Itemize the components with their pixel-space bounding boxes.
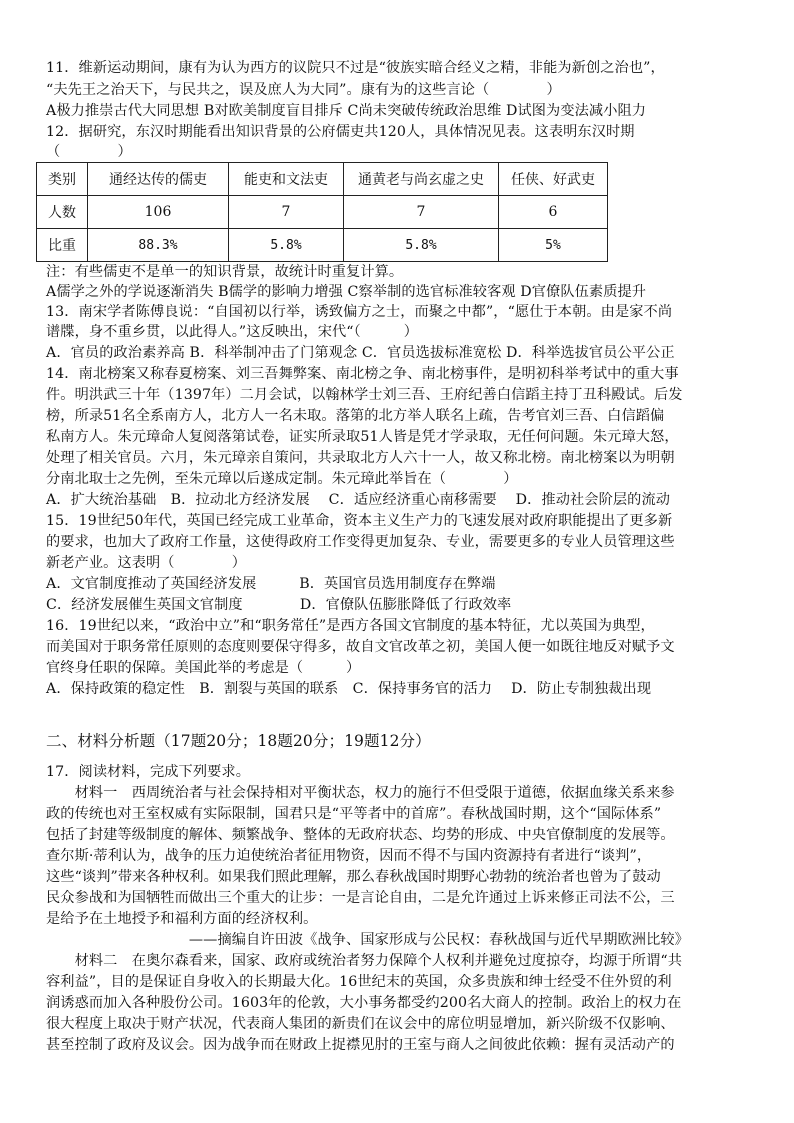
q14-stem-line-3: 榜，所录51名全系南方人，北方人一名未取。落第的北方举人联名上疏，告考官刘三吾、白信蹈偏 [46, 408, 665, 424]
material-2-line-4: 很大程度上取决于财产状况，代表商人集团的新贵们在议会中的席位明显增加，新兴阶级不仅影响、 [46, 1016, 675, 1032]
q12-table [36, 162, 608, 262]
table-cell: 5.8% [229, 229, 344, 262]
q15-stem-line-3: 新老产业。这表明（ ） [46, 555, 247, 571]
q15-stem-line-2: 的要求，也加大了政府工作量，这使得政府工作变得更加复杂、专业，需要更多的专业人员管理这些 [46, 534, 675, 550]
q15-options-ab: A．文官制度推动了英国经济发展 B．英国官员选用制度存在弊端 [46, 576, 496, 592]
q17-instruction: 17．阅读材料，完成下列要求。 [46, 764, 250, 780]
q14-stem-line-6: 分南北取士之先例，至朱元璋以后遂成定制。朱元璋此举旨在（ ） [46, 471, 518, 487]
q13-stem-line-2: 谱牒，身不重乡贯，以此得人。”这反映出，宋代“（ ） [46, 324, 418, 340]
table-cell: 5.8% [344, 229, 499, 262]
material-2-line-1: 材料二 在奥尔森看来，国家、政府或统治者努力保障个人权利并避免过度掠夺，均源于所谓“共 [46, 953, 683, 969]
material-2-line-3: 润诱惑而加入各种股份公司。1603年的伦敦，大小事务都受约200名大商人的控制。政治上的权力在 [46, 995, 682, 1011]
table-cell: 类别 [37, 163, 88, 196]
q11-stem-line-2: “夫先王之治天下，与民共之，误及庶人为大同”。康有为的这些言论（ ） [46, 82, 561, 98]
table-cell: 5% [499, 229, 608, 262]
table-cell: 7 [229, 196, 344, 229]
table-cell: 比重 [37, 229, 88, 262]
q12-stem-line-1: 12．据研究，东汉时期能看出知识背景的公府儒吏共120人，具体情况见表。这表明东汉时期 [46, 124, 635, 140]
q14-stem-line-4: 私南方人。朱元璋命人复阅落第试卷，证实所录取51人皆是凭才学录取，无任何问题。朱元璋大怒， [46, 429, 679, 445]
q11-stem-line-1: 11．维新运动期间，康有为认为西方的议院只不过是“彼族实暗合经义之精，非能为新创之治也”， [46, 60, 665, 76]
material-1-line-1: 材料一 西周统治者与社会保持相对平衡状态，权力的施行不但受限于道德，依据血缘关系来参 [46, 785, 675, 801]
q15-options-cd: C．经济发展催生英国文官制度 D．官僚队伍膨胀降低了行政效率 [46, 597, 512, 613]
q16-stem-line-1: 16．19世纪以来，“政治中立”和“职务常任”是西方各国文官制度的基本特征，尤以英国为典型， [46, 618, 655, 634]
material-1-line-7: 是给予在土地授予和福利方面的经济权利。 [46, 911, 318, 927]
material-2-line-2: 容利益”，目的是保证自身收入的长期最大化。16世纪末的英国，众多贵族和绅士经受不住外贸的利 [46, 974, 672, 990]
q14-stem-line-5: 处理了相关官员。六月，朱元璋亲自策问，共录取北方人六十一人，故又称北榜。南北榜案以为明朝 [46, 450, 675, 466]
q16-stem-line-2: 而美国对于职务常任原则的态度则要保守得多，故自文官改革之初，美国人便一如既往地反对赋予文 [46, 639, 675, 655]
q14-stem-line-1: 14．南北榜案又称春夏榜案、刘三吾舞弊案、南北榜之争、南北榜事件，是明初科举考试中的重大事 [46, 366, 679, 382]
table-cell: 106 [88, 196, 229, 229]
table-row [37, 229, 608, 262]
material-1-line-5: 这些“谈判”带来各种权利。如果我们照此理解，那么春秋战国时期野心勃勃的统治者也曾为了鼓动 [46, 869, 661, 885]
q13-options: A．官员的政治素养高 B．科举制冲击了门第观念 C．官员选拔标准宽松 D．科举选拔官员公平公正 [46, 345, 675, 361]
material-2-line-5: 甚至控制了政府及议会。因为战争而在财政上捉襟见肘的王室与商人之间彼此依赖：握有灵活动产的 [46, 1037, 675, 1053]
q15-stem-line-1: 15．19世纪50年代，英国已经完成工业革命，资本主义生产力的飞速发展对政府职能提出了更多新 [46, 513, 673, 529]
table-cell: 7 [344, 196, 499, 229]
q12-options: A儒学之外的学说逐渐消失 B儒学的影响力增强 C察举制的选官标准较客观 D官僚队伍素质提升 [46, 284, 647, 300]
table-cell: 通黄老与尚玄虚之史 [344, 163, 499, 196]
table-cell: 通经达传的儒吏 [88, 163, 229, 196]
table-row [37, 163, 608, 196]
q13-stem-line-1: 13．南宋学者陈傅良说：“自国初以行举，诱致偏方之士，而聚之中都”，“愿仕于本朝。由是家不尚 [46, 304, 673, 320]
table-cell: 任侠、好武吏 [499, 163, 608, 196]
q14-stem-line-2: 件。明洪武三十年（1397年）二月会试，以翰林学士刘三吾、王府纪善白信蹈主持丁丑科殿试。后发 [46, 387, 683, 403]
table-cell: 6 [499, 196, 608, 229]
section-heading: 二、材料分析题（17题20分；18题20分；19题12分） [46, 732, 431, 750]
q12-note: 注：有些儒吏不是单一的知识背景，故统计时重复计算。 [46, 264, 404, 280]
q16-stem-line-3: 官终身任职的保障。美国此举的考虑是（ ） [46, 660, 361, 676]
q16-options: A．保持政策的稳定性 B．割裂与英国的联系 C．保持事务官的活力 D．防止专制独裁出现 [46, 681, 652, 697]
material-1-line-3: 包括了封建等级制度的解体、频繁战争、整体的无政府状态、均势的形成、中央官僚制度的发展等。 [46, 827, 675, 843]
material-1-line-2: 政的传统也对王室权威有实际限制，国君只是“平等者中的首席”。春秋战国时期，这个“国际体系” [46, 806, 662, 822]
q12-stem-line-2: （ ） [46, 144, 132, 160]
q14-options: A．扩大统治基础 B．拉动北方经济发展 C．适应经济重心南移需要 D．推动社会阶层的流动 [46, 492, 671, 508]
material-1-line-4: 查尔斯·蒂利认为，战争的压力迫使统治者征用物资，因而不得不与国内资源持有者进行“谈判”， [46, 848, 652, 864]
q11-options: A极力推崇古代大同思想 B对欧美制度盲目排斥 C尚未突破传统政治思维 D试图为变法减小阻力 [46, 103, 647, 119]
table-cell: 88.3% [88, 229, 229, 262]
table-row [37, 196, 608, 229]
table-cell: 人数 [37, 196, 88, 229]
material-1-source: ——摘编自许田波《战争、国家形成与公民权：春秋战国与近代早期欧洲比较》 [46, 932, 689, 948]
table-cell: 能吏和文法吏 [229, 163, 344, 196]
material-1-line-6: 民众参战和为国牺牲而做出三个重大的让步：一是言论自由，二是允许通过上诉来修正司法不公，三 [46, 890, 675, 906]
